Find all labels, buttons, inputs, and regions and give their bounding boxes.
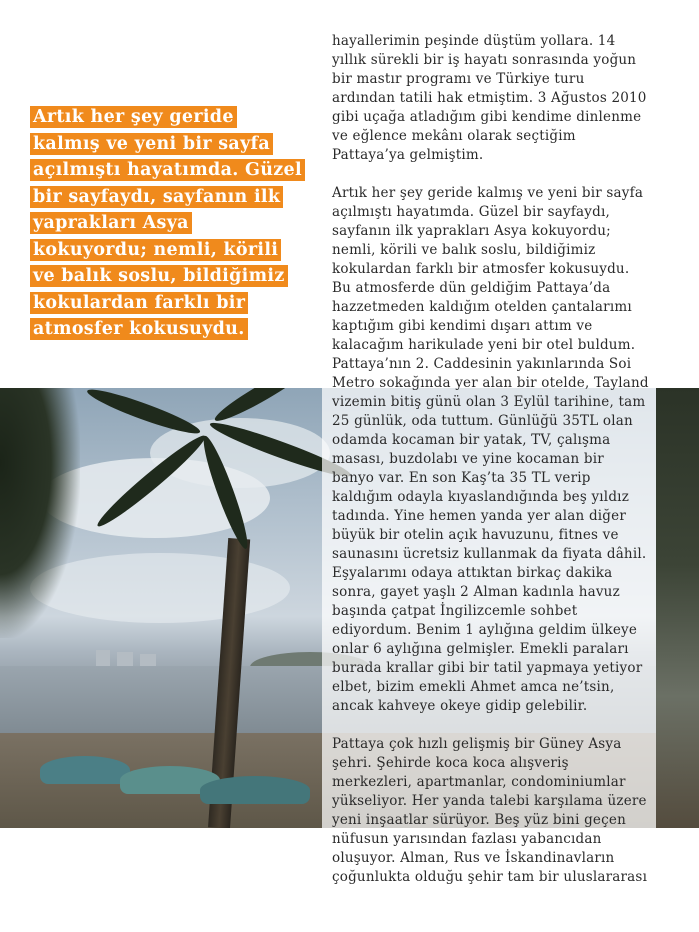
article-paragraph: Artık her şey geride kalmış ve yeni bir sayfa açılmıştı hayatımda. Güzel bir sayfaydı, sayfanın ilk yaprakları Asya kokuyordu; nemli, körili ve balık soslu, bildiğimiz kokulardan farklı bir atmosfer kokusuydu. Bu atmosferde dün geldiğim Pattaya’da hazzetmeden kaldığım otelden çantalarımı kaptığım gibi kendimi dışarı attım ve kalacağım harikulade yeni bir otel buldum. Pattaya’nın 2. Caddesinin yakınlarında Soi Metro sokağında yer alan bir otelde, Tayland vizemin bitiş günü olan 3 Eylül tarihine, tam 25 günlük, oda tuttum. Günlüğü 35TL olan odamda kocaman bir yatak, TV, çalışma masası, buzdolabı ve yine kocaman bir banyo var. En son Kaş’ta 35 TL verip kaldığım odayla kıyaslandığında beş yıldız tadında. Yine hemen yanda yer alan diğer büyük bir otelin açık havuzunu, fitnes ve saunasını ücretsiz kullanmak da fiyata dâhil. Eşyalarımı odaya attıktan birkaç dakika sonra, gayet yaşlı 2 Alman kadınla havuz başında çatpat İngilizcemle sohbet ediyordum. Benim 1 aylığına geldim ülkeye onlar 6 aylığına gelmişler. Emekli paraları burada krallar gibi bir tatil yapmaya yetiyor elbet, bizim emekli Ahmet amca ne’tsin, ancak kahveye okeye gidip gelebilir. (332, 185, 649, 714)
article-column (322, 26, 656, 932)
palm-foliage (0, 388, 80, 638)
article-paragraph: hayallerimin peşinde düştüm yollara. 14 yıllık sürekli bir iş hayatı sonrasında yoğun bir mastır programı ve Türkiye turu ardından tatili hak etmiştim. 3 Ağustos 2010 gibi uçağa atladığım gibi kendime dinlenme ve eğlence mekânı olarak seçtiğim Pattaya’ya gelmiştim. (332, 33, 647, 163)
article-body (322, 26, 656, 887)
beach-umbrella (200, 776, 310, 804)
pull-quote-text: Artık her şey geride kalmış ve yeni bir sayfa açılmıştı hayatımda. Güzel bir sayfaydı, sayfanın ilk yaprakları Asya kokuyordu; nemli, körili ve balık soslu, bildiğimiz kokulardan farklı bir atmosfer kokusuydu. (30, 106, 305, 340)
article-paragraph: Pattaya çok hızlı gelişmiş bir Güney Asya şehri. Şehirde koca koca alışveriş merkezleri, apartmanlar, condominiumlar yükseliyor. Her yanda talebi karşılama üzere yeni inşaatlar sürüyor. Beş yüz bini geçen nüfusun yarısından fazlası yabancıdan oluşuyor. Alman, Rus ve İskandinavların çoğunlukta olduğu şehir tam bir uluslararası (332, 736, 648, 885)
palm-frond (85, 388, 203, 440)
pull-quote (30, 104, 305, 343)
palm-foliage (656, 388, 699, 828)
beach-umbrella (40, 756, 130, 784)
